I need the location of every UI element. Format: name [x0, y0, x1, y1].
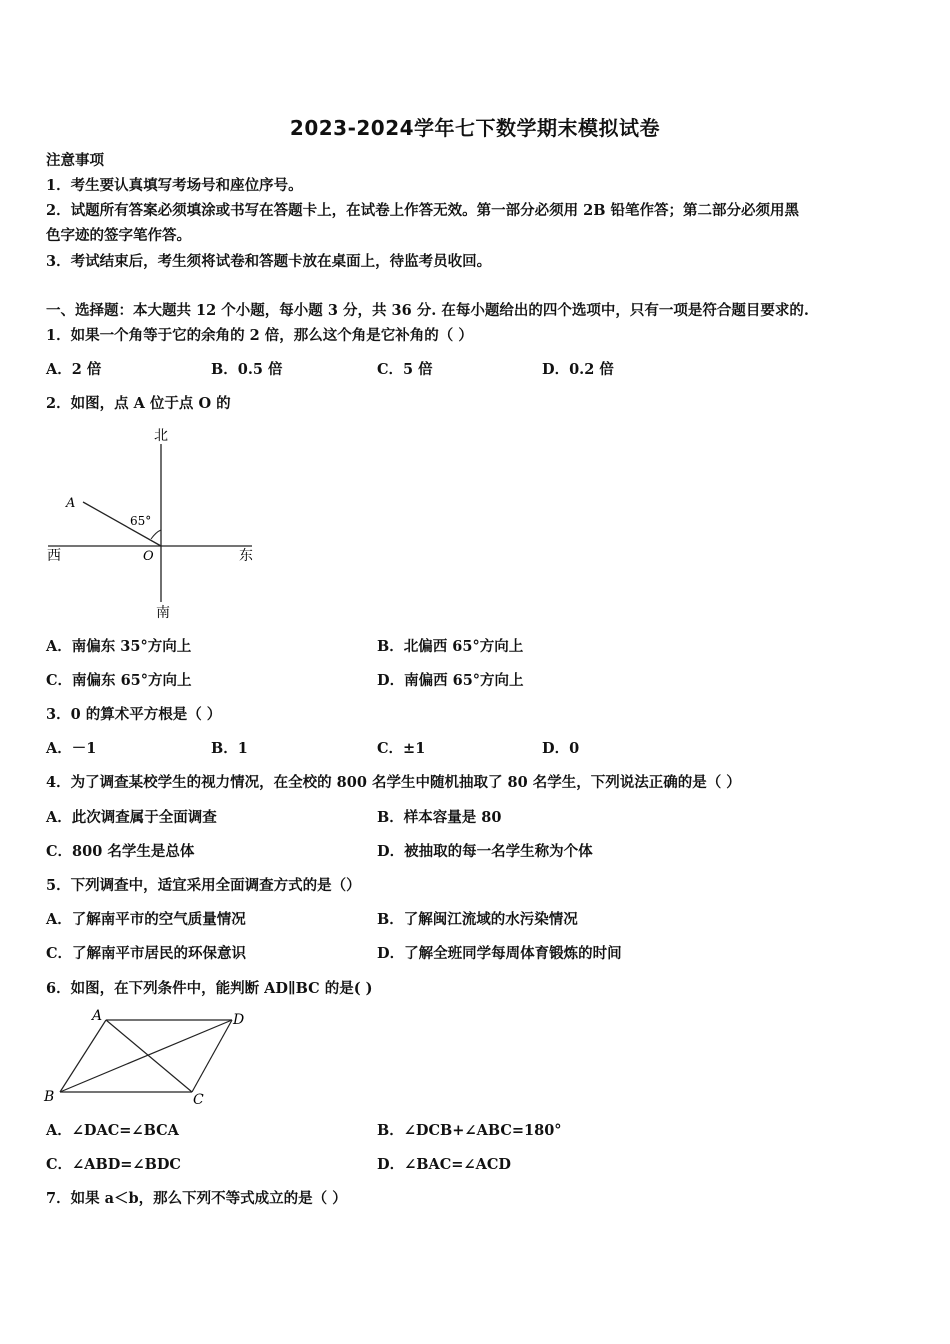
question-stem: 1．如果一个角等于它的余角的 2 倍，那么这个角是它补角的（ ）: [46, 327, 473, 344]
option-c: C．∠ABD=∠BDC: [46, 1156, 181, 1173]
parallelogram-figure: [40, 1005, 260, 1110]
notice-item: 3．考试结束后，考生须将试卷和答题卡放在桌面上，待监考员收回。: [46, 253, 492, 270]
notice-heading: 注意事项: [46, 152, 104, 169]
option-a: A．此次调查属于全面调查: [46, 809, 217, 826]
option-b: B．北偏西 65°方向上: [377, 638, 524, 655]
option-b: B．0.5 倍: [211, 361, 283, 378]
point-a-label: A: [66, 496, 76, 511]
east-label: 东: [239, 548, 253, 564]
option-c: C．800 名学生是总体: [46, 843, 195, 860]
option-a: A．南偏东 35°方向上: [46, 638, 192, 655]
south-label: 南: [156, 605, 170, 621]
option-a: A．了解南平市的空气质量情况: [46, 911, 246, 928]
option-d: D．了解全班同学每周体育锻炼的时间: [377, 945, 622, 962]
question-stem: 7．如果 a＜b，那么下列不等式成立的是（ ）: [46, 1190, 347, 1207]
option-a: A．∠DAC=∠BCA: [46, 1122, 179, 1139]
option-a: A．－1: [46, 740, 97, 757]
compass-figure: [40, 422, 270, 622]
option-b: B．1: [211, 740, 248, 757]
question-stem: 3．0 的算术平方根是（ ）: [46, 706, 222, 723]
notice-item: 色字迹的签字笔作答。: [46, 227, 191, 244]
notice-item: 1．考生要认真填写考场号和座位序号。: [46, 177, 303, 194]
option-d: D．∠BAC=∠ACD: [377, 1156, 511, 1173]
option-d: D．被抽取的每一名学生称为个体: [377, 843, 593, 860]
option-a: A．2 倍: [46, 361, 102, 378]
question-stem: 4．为了调查某校学生的视力情况，在全校的 800 名学生中随机抽取了 80 名学生，下列说法正确的是（ ）: [46, 774, 741, 791]
section-heading: 一、选择题：本大题共 12 个小题，每小题 3 分，共 36 分. 在每小题给出的四个选项中，只有一项是符合题目要求的.: [46, 302, 809, 319]
point-o-label: O: [143, 549, 154, 564]
option-c: C．5 倍: [377, 361, 433, 378]
question-stem: 5．下列调查中，适宜采用全面调查方式的是（）: [46, 877, 361, 894]
option-b: B．了解闽江流域的水污染情况: [377, 911, 578, 928]
option-d: D．0: [542, 740, 580, 757]
option-c: C．±1: [377, 740, 426, 757]
vertex-a-label: A: [92, 1008, 103, 1024]
option-b: B．∠DCB+∠ABC=180°: [377, 1122, 562, 1139]
question-stem: 6．如图，在下列条件中，能判断 AD∥BC 的是( ): [46, 980, 373, 997]
angle-label: 65°: [130, 514, 152, 528]
vertex-c-label: C: [193, 1092, 204, 1108]
vertex-d-label: D: [233, 1012, 245, 1028]
option-c: C．南偏东 65°方向上: [46, 672, 192, 689]
option-d: D．南偏西 65°方向上: [377, 672, 524, 689]
option-d: D．0.2 倍: [542, 361, 614, 378]
notice-item: 2．试题所有答案必须填涂或书写在答题卡上，在试卷上作答无效。第一部分必须用 2B 铅笔作答；第二部分必须用黑: [46, 202, 800, 219]
north-label: 北: [154, 428, 168, 444]
option-b: B．样本容量是 80: [377, 809, 502, 826]
vertex-b-label: B: [44, 1089, 55, 1105]
west-label: 西: [47, 548, 61, 564]
page-title: 2023-2024学年七下数学期末模拟试卷: [289, 116, 661, 140]
question-stem: 2．如图，点 A 位于点 O 的: [46, 395, 231, 412]
option-c: C．了解南平市居民的环保意识: [46, 945, 247, 962]
